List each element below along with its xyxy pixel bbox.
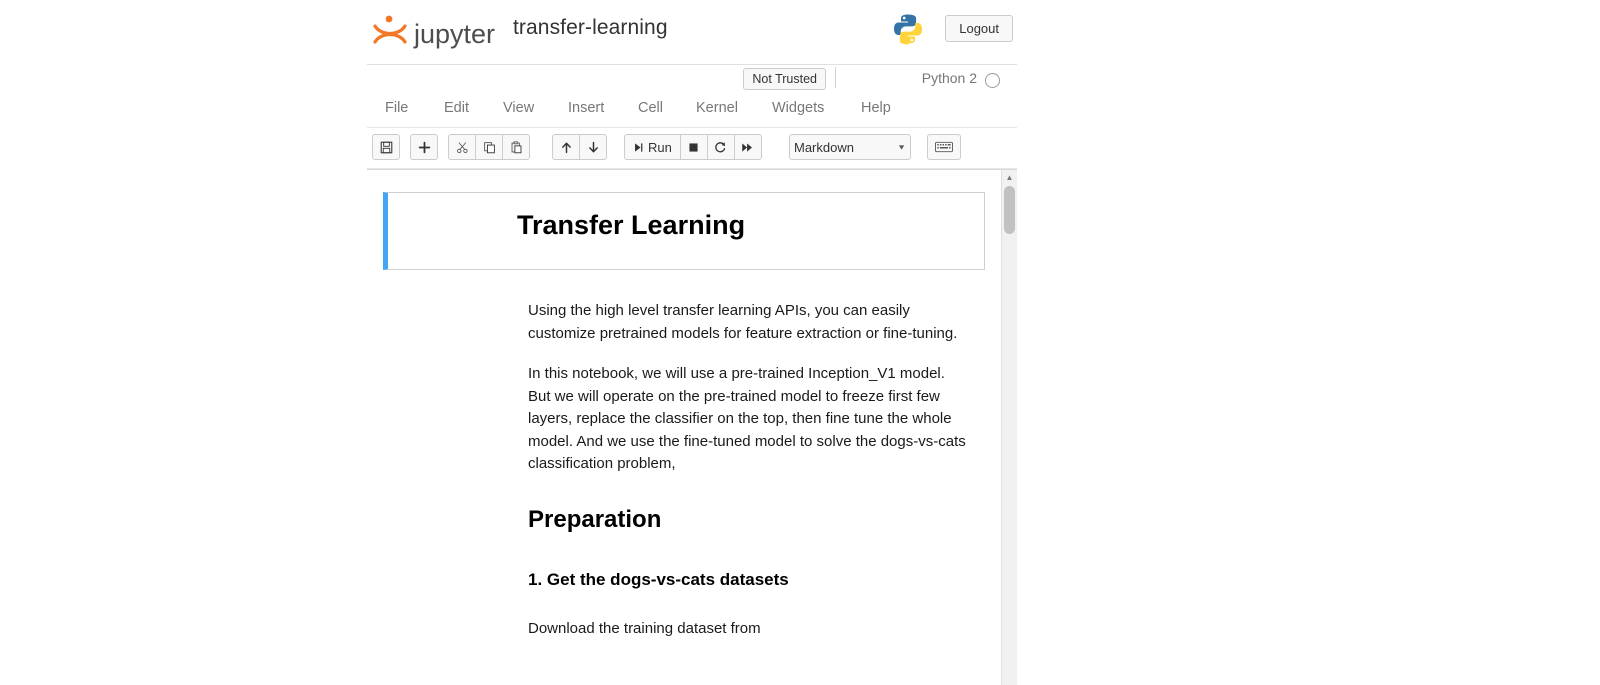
subsection-heading-datasets: 1. Get the dogs-vs-cats datasets [528,569,789,589]
arrow-up-icon [560,141,573,154]
trailing-paragraph: Download the training dataset from [528,619,761,637]
menu-item-help[interactable]: Help [861,100,891,116]
logout-button[interactable]: Logout [945,15,1013,42]
scissors-icon [456,141,469,154]
scroll-up-arrow-icon[interactable]: ▲ [1005,173,1014,182]
save-button[interactable] [372,134,400,160]
menu-item-view[interactable]: View [503,100,535,116]
python-logo-icon [891,12,925,46]
toolbar [367,128,1017,169]
jupyter-notebook-app [367,0,1017,685]
restart-kernel-button[interactable] [707,134,735,160]
kernel-name-label: Python 2 [921,70,977,86]
chevron-down-icon: ▼ [897,143,906,151]
menu-item-widgets[interactable]: Widgets [772,100,825,116]
divider [835,67,836,88]
copy-cell-button[interactable] [475,134,503,160]
menu-item-insert[interactable]: Insert [568,100,605,116]
copy-icon [483,141,496,154]
notebook-body [367,169,1017,685]
interrupt-kernel-button[interactable] [680,134,708,160]
scrollbar-thumb[interactable] [1004,186,1015,234]
insert-cell-below-button[interactable] [410,134,438,160]
keyboard-icon [935,141,953,153]
notebook-title[interactable]: transfer-learning [513,16,668,39]
jupyter-logo[interactable] [372,12,512,52]
cell-type-select[interactable] [789,134,911,160]
jupyter-logo-icon [372,12,512,52]
save-floppy-icon [380,141,393,154]
menu-item-edit[interactable]: Edit [444,100,469,116]
cell-container [367,170,1001,685]
markdown-cell-title[interactable] [383,192,985,270]
restart-and-run-all-button[interactable] [734,134,762,160]
markdown-cell-intro[interactable] [383,300,985,640]
kernel-idle-icon [985,73,1000,88]
cell-heading-h1: Transfer Learning [517,210,746,240]
menu-bar [367,95,1017,128]
command-palette-button[interactable] [927,134,961,160]
notebook-header [367,0,1017,65]
cut-cell-button[interactable] [448,134,476,160]
move-cell-down-button[interactable] [579,134,607,160]
move-cell-up-button[interactable] [552,134,580,160]
paste-cell-button[interactable] [502,134,530,160]
menu-item-cell[interactable]: Cell [638,100,663,116]
fast-forward-icon [741,141,754,154]
svg-text:jupyter: jupyter [414,19,496,49]
not-trusted-badge[interactable]: Not Trusted [743,68,826,90]
run-cell-button[interactable] [624,134,681,160]
notebook-scrollbar[interactable] [1001,170,1017,685]
restart-circular-arrow-icon [714,141,727,154]
menu-item-kernel[interactable]: Kernel [696,100,738,116]
cell-type-value: Markdown [794,139,854,155]
run-icon [633,142,644,153]
section-heading-preparation: Preparation [528,505,662,533]
paste-icon [510,141,523,154]
menu-item-file[interactable]: File [385,100,409,116]
intro-paragraph-2: In this notebook, we will use a pre-trained Inception_V1 model. But we will operate on the pre-trained model to freeze first few layers, replace the classifier on the top, then fine tune the whole model. And we use the fine-tuned model to solve the dogs-vs-cats classification problem, [528,365,966,472]
stop-square-icon [687,141,700,154]
plus-icon [418,141,431,154]
run-button-label: Run [648,139,672,155]
intro-paragraph-1: Using the high level transfer learning APIs, you can easily customize pretrained models for feature extraction or fine-tuning. [528,302,958,342]
arrow-down-icon [587,141,600,154]
trust-status-row [367,65,1017,95]
